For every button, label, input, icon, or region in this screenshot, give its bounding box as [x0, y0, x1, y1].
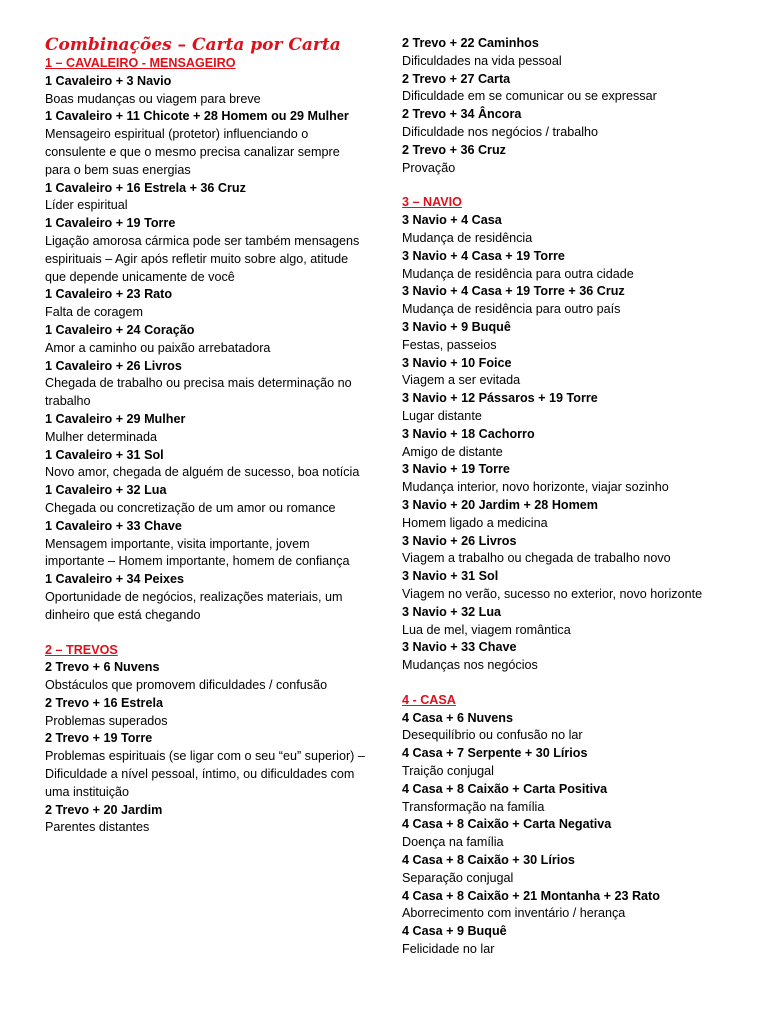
combination-meaning: Lugar distante: [402, 408, 482, 423]
card-combination: 1 Cavaleiro + 24 Coração: [45, 322, 195, 337]
card-combination: 2 Trevo + 19 Torre: [45, 731, 153, 746]
combination-meaning: Desequilíbrio ou confusão no lar: [402, 728, 583, 743]
combination-meaning: Mudança de residência: [402, 230, 533, 245]
card-combination: 3 Navio + 9 Buquê: [402, 319, 511, 334]
card-combination: 1 Cavaleiro + 23 Rato: [45, 287, 173, 302]
card-combination: 3 Navio + 20 Jardim + 28 Homem: [402, 497, 599, 512]
combination-meaning: Felicidade no lar: [402, 942, 495, 957]
combination-meaning: Obstáculos que promovem dificuldades / confusão: [45, 678, 328, 693]
combination-meaning: Viagem no verão, sucesso no exterior, novo horizonte: [402, 586, 703, 601]
card-section: [45, 642, 365, 838]
combination-meaning: Problemas espirituais (se ligar com o seu “eu” superior) – Dificuldade a nível pessoal, íntimo, ou dificuldades com uma instituição: [45, 749, 365, 799]
combination-meaning: Amor a caminho ou paixão arrebatadora: [45, 340, 271, 355]
combination-meaning: Festas, passeios: [402, 337, 497, 352]
card-combination: 4 Casa + 8 Caixão + 21 Montanha + 23 Rato: [402, 888, 660, 903]
card-combination: 2 Trevo + 20 Jardim: [45, 802, 163, 817]
card-combination: 1 Cavaleiro + 29 Mulher: [45, 411, 186, 426]
combination-meaning: Falta de coragem: [45, 305, 144, 320]
card-combination: 1 Cavaleiro + 31 Sol: [45, 447, 164, 462]
card-combination: 2 Trevo + 6 Nuvens: [45, 660, 160, 675]
card-combination: 3 Navio + 18 Cachorro: [402, 426, 535, 441]
combination-meaning: Viagem a trabalho ou chegada de trabalho novo: [402, 551, 671, 566]
combination-meaning: Dificuldade nos negócios / trabalho: [402, 124, 599, 139]
card-combination: 1 Cavaleiro + 11 Chicote + 28 Homem ou 29 Mulher: [45, 109, 349, 124]
card-combination: 4 Casa + 8 Caixão + 30 Lírios: [402, 853, 575, 868]
combination-meaning: Mudança interior, novo horizonte, viajar sozinho: [402, 480, 669, 495]
card-section: [402, 692, 732, 959]
combination-meaning: Oportunidade de negócios, realizações materiais, um dinheiro que está chegando: [45, 589, 343, 622]
combination-meaning: Transformação na família: [402, 799, 545, 814]
card-combination: 2 Trevo + 36 Cruz: [402, 142, 506, 157]
combination-meaning: Aborrecimento com inventário / herança: [402, 906, 626, 921]
section-heading: 2 – TREVOS: [45, 642, 118, 657]
section-heading: 3 – NAVIO: [402, 195, 462, 210]
combination-meaning: Ligação amorosa cármica pode ser também mensagens espirituais – Agir após refletir muito sobre algo, atitude que depende unicamente de você: [45, 233, 360, 284]
card-combination: 1 Cavaleiro + 3 Navio: [45, 73, 172, 88]
card-combination: 3 Navio + 12 Pássaros + 19 Torre: [402, 391, 598, 406]
card-combination: 3 Navio + 4 Casa + 19 Torre: [402, 248, 565, 263]
combination-meaning: Dificuldades na vida pessoal: [402, 53, 562, 68]
card-combination: 3 Navio + 10 Foice: [402, 355, 512, 370]
combination-meaning: Chegada ou concretização de um amor ou romance: [45, 500, 336, 515]
card-combination: 3 Navio + 33 Chave: [402, 640, 517, 655]
card-combination: 3 Navio + 26 Livros: [402, 533, 517, 548]
card-combination: 4 Casa + 6 Nuvens: [402, 710, 513, 725]
combination-meaning: Novo amor, chegada de alguém de sucesso, boa notícia: [45, 465, 360, 480]
combination-meaning: Dificuldade em se comunicar ou se expressar: [402, 89, 657, 104]
card-section: [402, 35, 732, 177]
combination-meaning: Mensageiro espiritual (protetor) influenciando o consulente e que o mesmo precisa canalizar sempre para o bem suas energias: [45, 127, 340, 177]
card-combination: 2 Trevo + 22 Caminhos: [402, 36, 539, 50]
card-combination: 1 Cavaleiro + 34 Peixes: [45, 572, 184, 587]
combination-meaning: Viagem a ser evitada: [402, 373, 521, 388]
combination-meaning: Lua de mel, viagem romântica: [402, 622, 571, 637]
card-combination: 1 Cavaleiro + 33 Chave: [45, 518, 182, 533]
combination-meaning: Separação conjugal: [402, 870, 514, 885]
card-combination: 3 Navio + 4 Casa + 19 Torre + 36 Cruz: [402, 284, 625, 299]
section-heading: 1 – CAVALEIRO - MENSAGEIRO: [45, 56, 236, 70]
card-combination: 3 Navio + 19 Torre: [402, 462, 510, 477]
combination-meaning: Parentes distantes: [45, 820, 150, 835]
section-heading: 4 - CASA: [402, 692, 456, 707]
card-combination: 3 Navio + 32 Lua: [402, 604, 502, 619]
combination-meaning: Traição conjugal: [402, 764, 494, 779]
right-sections: [402, 35, 732, 959]
left-sections: [45, 55, 365, 837]
combination-meaning: Mudanças nos negócios: [402, 658, 538, 673]
combination-meaning: Chegada de trabalho ou precisa mais determinação no trabalho: [45, 376, 352, 409]
combination-meaning: Doença na família: [402, 835, 504, 850]
combination-meaning: Problemas superados: [45, 713, 168, 728]
right-column: [402, 35, 732, 959]
card-combination: 1 Cavaleiro + 32 Lua: [45, 483, 167, 498]
card-combination: 1 Cavaleiro + 26 Livros: [45, 358, 182, 373]
combination-meaning: Líder espiritual: [45, 198, 128, 213]
combination-meaning: Provação: [402, 160, 456, 175]
card-combination: 4 Casa + 8 Caixão + Carta Positiva: [402, 781, 608, 796]
card-combination: 4 Casa + 7 Serpente + 30 Lírios: [402, 746, 588, 761]
card-combination: 4 Casa + 8 Caixão + Carta Negativa: [402, 817, 612, 832]
card-combination: 3 Navio + 4 Casa: [402, 213, 502, 228]
card-combination: 4 Casa + 9 Buquê: [402, 924, 507, 939]
card-section: [402, 194, 732, 675]
card-combination: 2 Trevo + 16 Estrela: [45, 695, 163, 710]
card-combination: 3 Navio + 31 Sol: [402, 569, 499, 584]
card-combination: 2 Trevo + 34 Âncora: [402, 107, 522, 122]
combination-meaning: Boas mudanças ou viagem para breve: [45, 91, 261, 106]
combination-meaning: Mudança de residência para outro país: [402, 302, 621, 317]
combination-meaning: Homem ligado a medicina: [402, 515, 548, 530]
card-combination: 1 Cavaleiro + 19 Torre: [45, 216, 176, 231]
left-column: [45, 35, 365, 837]
combination-meaning: Amigo de distante: [402, 444, 503, 459]
card-combination: 1 Cavaleiro + 16 Estrela + 36 Cruz: [45, 180, 246, 195]
document-title: Combinações – Carta por Carta: [45, 35, 341, 55]
combination-meaning: Mulher determinada: [45, 429, 158, 444]
card-section: [45, 55, 365, 625]
combination-meaning: Mensagem importante, visita importante, jovem importante – Homem importante, homem de confiança: [45, 536, 350, 569]
combination-meaning: Mudança de residência para outra cidade: [402, 266, 634, 281]
card-combination: 2 Trevo + 27 Carta: [402, 71, 511, 86]
